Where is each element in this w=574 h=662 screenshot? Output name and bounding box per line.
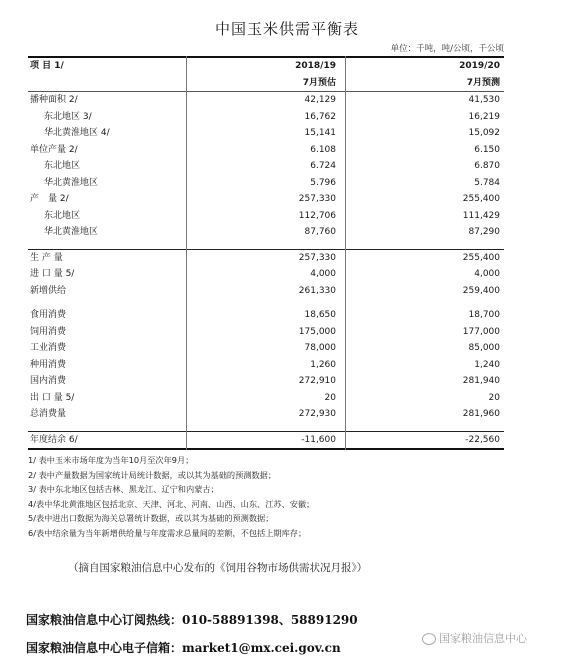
row-value-2019: 281,960 xyxy=(462,409,500,419)
row-value-2019: 4,000 xyxy=(474,269,500,279)
table-bottom-rule xyxy=(28,448,504,450)
row-value-2018: -11,600 xyxy=(301,434,336,445)
watermark xyxy=(422,630,527,646)
wechat-icon xyxy=(422,633,436,645)
header-item: 项 目 1/ xyxy=(30,61,64,71)
row-value-2018: 20 xyxy=(324,392,336,403)
table-row xyxy=(28,191,504,208)
column-divider xyxy=(345,56,346,450)
row-label: 饲用消费 xyxy=(30,326,67,337)
row-label: 华北黄淮地区 xyxy=(44,227,99,237)
row-value-2019: 5.784 xyxy=(474,177,500,188)
row-value-2019: 87,290 xyxy=(468,227,500,237)
row-label: 食用消费 xyxy=(30,310,67,320)
header-col1-sub: 7月预估 xyxy=(302,77,336,88)
row-value-2018: 6.724 xyxy=(310,161,336,171)
row-value-2018: 272,930 xyxy=(298,409,336,419)
row-value-2019: 85,000 xyxy=(468,343,500,353)
row-value-2018: 272,910 xyxy=(298,376,336,386)
table-row xyxy=(28,266,504,283)
header-col1-year: 2018/19 xyxy=(295,61,336,71)
footnote: 3/ 表中东北地区包括吉林、黑龙江、辽宁和内蒙古； xyxy=(28,484,219,495)
row-value-2019: 281,940 xyxy=(462,376,500,386)
row-value-2018: 42,129 xyxy=(304,95,336,105)
row-label: 进 口 量 5/ xyxy=(30,269,75,279)
row-value-2019: 255,400 xyxy=(462,252,500,263)
row-label: 年度结余 6/ xyxy=(30,434,78,445)
row-value-2019: 18,700 xyxy=(468,310,500,320)
row-value-2019: 15,092 xyxy=(468,128,500,138)
row-value-2018: 257,330 xyxy=(298,194,336,204)
row-value-2019: 20 xyxy=(488,392,500,403)
row-value-2018: 5.796 xyxy=(310,177,336,188)
row-value-2018: 257,330 xyxy=(298,252,336,263)
table-row xyxy=(28,373,504,390)
row-label: 新增供给 xyxy=(30,285,67,296)
row-label: 工业消费 xyxy=(30,343,67,353)
row-label: 总消费量 xyxy=(30,409,67,419)
footnote: 5/表中进出口数据为海关总署统计数据，或以其为基础的预测数据； xyxy=(28,513,274,524)
header-row-years xyxy=(28,58,504,75)
table-row xyxy=(28,142,504,159)
table-row xyxy=(28,432,504,449)
row-label: 东北地区 3/ xyxy=(44,111,92,122)
unit-note: 单位：千吨，吨/公顷，千公顷 xyxy=(390,44,504,54)
table-row xyxy=(28,224,504,241)
table-row xyxy=(28,125,504,142)
row-label: 华北黄淮地区 xyxy=(44,177,99,188)
row-value-2018: 4,000 xyxy=(310,269,336,279)
column-divider xyxy=(186,56,187,450)
row-label: 出 口 量 5/ xyxy=(30,392,75,403)
row-value-2019: 177,000 xyxy=(462,326,500,337)
header-col2-sub: 7月预测 xyxy=(466,77,500,88)
row-label: 东北地区 xyxy=(44,210,81,221)
footnotes xyxy=(28,453,508,541)
row-value-2018: 15,141 xyxy=(304,128,336,138)
table-row xyxy=(28,324,504,341)
row-value-2019: 259,400 xyxy=(462,285,500,296)
row-value-2019: 111,429 xyxy=(462,210,500,221)
row-label: 生 产 量 xyxy=(30,252,63,263)
row-label: 华北黄淮地区 4/ xyxy=(44,128,110,138)
row-value-2019: 1,240 xyxy=(474,359,500,370)
table-row xyxy=(28,283,504,300)
table-row xyxy=(28,357,504,374)
row-label: 东北地区 xyxy=(44,161,81,171)
row-value-2018: 261,330 xyxy=(298,285,336,296)
row-label: 种用消费 xyxy=(30,359,67,370)
row-value-2018: 18,650 xyxy=(304,310,336,320)
row-value-2018: 175,000 xyxy=(298,326,336,337)
table-row xyxy=(28,390,504,407)
watermark-text: 国家粮油信息中心 xyxy=(439,632,527,645)
table-row xyxy=(28,250,504,267)
table-row xyxy=(28,158,504,175)
row-value-2019: 41,530 xyxy=(468,95,500,105)
row-value-2018: 112,706 xyxy=(298,210,336,221)
row-value-2019: 16,219 xyxy=(468,111,500,122)
source-note: （摘自国家粮油信息中心发布的《饲用谷物市场供需状况月报》） xyxy=(68,562,368,574)
row-value-2018: 1,260 xyxy=(310,359,336,370)
row-value-2018: 16,762 xyxy=(304,111,336,122)
row-value-2019: 6.150 xyxy=(474,144,500,155)
table-row xyxy=(28,109,504,126)
table-row xyxy=(28,175,504,192)
footnote: 2/ 表中产量数据为国家统计局统计数据，或以其为基础的预测数据； xyxy=(28,469,277,480)
footnote: 6/表中结余量为当年新增供给量与年度需求总量间的差额，不包括上期库存； xyxy=(28,527,307,538)
table-row xyxy=(28,406,504,423)
supply-demand-table xyxy=(28,56,504,450)
table-row xyxy=(28,307,504,324)
footnote: 4/表中华北黄淮地区包括北京、天津、河北、河南、山西、山东、江苏、安徽； xyxy=(28,498,315,509)
header-col2-year: 2019/20 xyxy=(459,61,500,71)
header-row-subs xyxy=(28,75,504,92)
table-row xyxy=(28,92,504,109)
row-value-2018: 6.108 xyxy=(310,144,336,155)
contact-hotline: 国家粮油信息中心订阅热线：010-58891398、58891290 xyxy=(26,613,358,627)
row-value-2018: 78,000 xyxy=(304,343,336,353)
page-title: 中国玉米供需平衡表 xyxy=(214,20,359,38)
row-value-2019: -22,560 xyxy=(465,434,500,445)
row-label: 单位产量 2/ xyxy=(30,144,78,155)
table-row xyxy=(28,208,504,225)
row-value-2019: 6.870 xyxy=(474,161,500,171)
row-label: 国内消费 xyxy=(30,376,67,386)
row-value-2018: 87,760 xyxy=(304,227,336,237)
row-value-2019: 255,400 xyxy=(462,194,500,204)
footnote: 1/ 表中玉米市场年度为当年10月至次年9月； xyxy=(28,455,194,465)
row-label: 播种面积 2/ xyxy=(30,95,78,105)
contact-email: 国家粮油信息中心电子信箱：market1@mx.cei.gov.cn xyxy=(26,641,341,655)
table-row xyxy=(28,340,504,357)
row-label: 产 量 2/ xyxy=(30,194,69,204)
